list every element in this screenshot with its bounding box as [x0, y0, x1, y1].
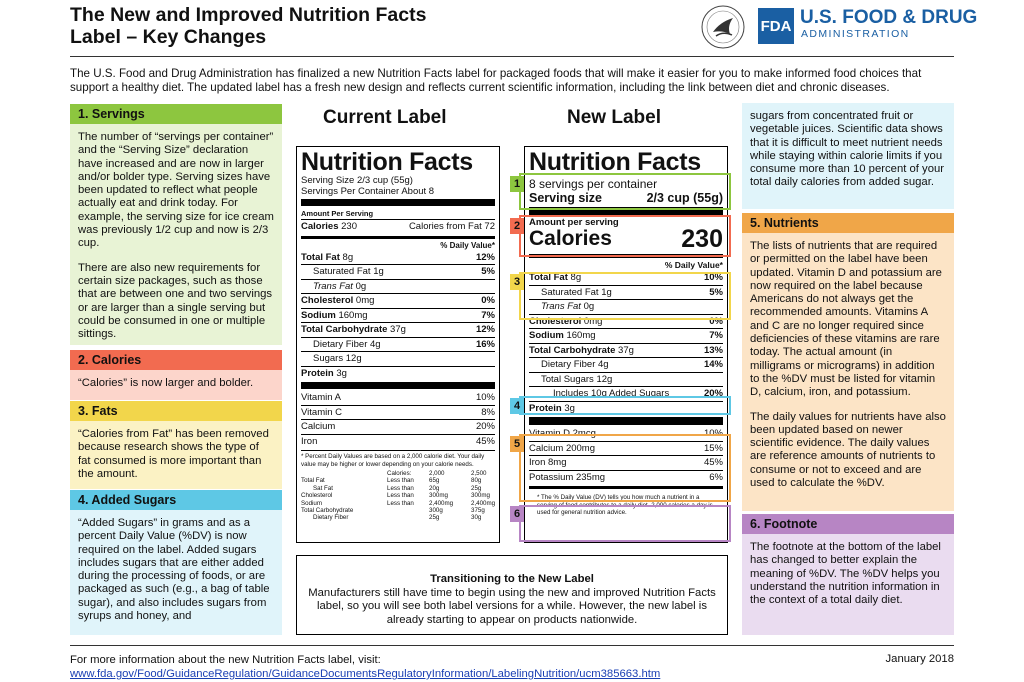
- section-footnote-title: 6. Footnote: [742, 514, 954, 534]
- callout-nutrients: [519, 434, 731, 502]
- new-nutrient-row: Includes 10g Added Sugars 20%: [529, 386, 723, 401]
- footnote-table-cell: Sat Fat: [313, 484, 333, 492]
- footnote-table-cell: Less than: [387, 477, 414, 485]
- current-vitamin-row: Vitamin A 10%: [301, 392, 495, 403]
- footnote-table-cell: 300mg: [429, 492, 448, 500]
- page-title: The New and Improved Nutrition Facts Label – Key Changes: [70, 4, 427, 48]
- fda-logo: FDA: [758, 8, 794, 44]
- intro-text: The U.S. Food and Drug Administration has finalized a new Nutrition Facts label for packaged foods that will make it easier for you to make informed food choices that support a healthy diet. The updated label has a fresh new design and reflects current scientific information, including the link between diet and chronic diseases.: [70, 67, 922, 94]
- footer-rule: [70, 645, 954, 646]
- new-nutrient-row: Protein 3g: [529, 401, 723, 416]
- footnote-table-cell: 300mg: [471, 492, 490, 500]
- new-nutrition-label: Nutrition Facts 8 servings per container Serving size 2/3 cup (55g) Amount per serving Calories 230 % Daily Value* Total Fat 8g 10% Saturated Fat 1g 5% Trans Fat 0g Cholesterol 0mg 0% Sodium 160mg 7% Total Carbohydrate 37g 13% Dietary Fiber 4g 14% Total Sugars 12g Includes 10g Added Sugars 20% Protein 3g Vitamin D 2mcg 10% Calcium 200mg 15% Iron 8mg 45% Potassium 235mg 6% * The % Daily Value (DV) tells you how much a nutrient in a serving of food contributes to a daily diet. 2,000 calories a day is used for general nutrition advice.: [524, 146, 728, 543]
- current-label-heading: Current Label: [323, 107, 447, 128]
- new-vitamin-row: Potassium 235mg 6%: [529, 471, 723, 483]
- current-nutrient-row: Cholesterol 0mg 0%: [301, 295, 495, 306]
- new-calories-label: Calories: [529, 227, 612, 250]
- section-fats-title: 3. Fats: [70, 401, 282, 421]
- new-label-heading: New Label: [567, 107, 661, 128]
- footer-text: For more information about the new Nutrition Facts label, visit:: [70, 654, 381, 666]
- footnote-table-cell: [387, 507, 429, 514]
- footnote-table-cell: 2,000: [429, 470, 445, 477]
- footnote-table-cell: 2,400mg: [471, 499, 496, 507]
- current-servings-per: Servings Per Container About 8: [301, 186, 435, 197]
- footnote-table-cell: [387, 514, 429, 521]
- callout-number-3: 3: [510, 274, 524, 290]
- section-nutrients-title: 5. Nutrients: [742, 213, 954, 233]
- current-nutrient-row: Saturated Fat 1g 5%: [301, 264, 495, 279]
- transition-body: Manufacturers still have time to begin using the new and improved Nutrition Facts label, so you will see both label versions for a while. However, the new label is already starting to appear on products nationwide.: [308, 586, 716, 626]
- section-fats-body: “Calories from Fat” has been removed because research shows the type of fat consumed is more important than the amount.: [70, 421, 282, 489]
- new-nutrient-row: Sodium 160mg 7%: [529, 330, 723, 341]
- footnote-table-cell: Cholesterol: [301, 492, 333, 500]
- callout-servings: [519, 173, 731, 210]
- callout-number-1: 1: [510, 176, 524, 192]
- footnote-table-cell: 25g: [471, 484, 482, 492]
- footnote-table-cell: 30g: [471, 514, 482, 522]
- current-nutrient-row: Sodium 160mg 7%: [301, 309, 495, 321]
- callout-number-5: 5: [510, 436, 524, 452]
- footnote-table-cell: Less than: [387, 492, 414, 500]
- current-nutrient-row: Trans Fat 0g: [301, 279, 495, 294]
- footnote-table-cell: Total Carbohydrate: [301, 507, 354, 515]
- transition-box: [296, 555, 728, 635]
- footnote-table-cell: Less than: [387, 484, 414, 492]
- current-dv-head: % Daily Value*: [440, 240, 495, 250]
- current-nutrient-row: Dietary Fiber 4g 16%: [301, 337, 495, 352]
- new-vitamin-row: Calcium 200mg 15%: [529, 442, 723, 454]
- current-nutrition-label: Nutrition Facts Serving Size 2/3 cup (55g) Servings Per Container About 8 Amount Per Serving Calories 230 Calories from Fat 72 % Daily Value* Total Fat 8g 12% Saturated Fat 1g 5% Trans Fat 0g Cholesterol 0mg 0% Sodium 160mg 7% Total Carbohydrate 37g 12% Dietary Fiber 4g 16% Sugars 12g Protein 3g Vitamin A 10% Vitamin C 8% Calcium 20% Iron 45% * Percent Daily Values are based on a 2,000 calorie diet. Your daily value may be higher or lower depending on your calorie needs. Calories: 2,000 2,500 Total Fat Less than 65g 80g Sat Fat Less than 20g 25g Cholesterol Less than 300mg 300mg Sodium Less than 2,400mg 2,400mg Total Carbohydrate 300g 375g Dietary Fiber 25g 30g: [296, 146, 500, 543]
- section-sugars-continued: sugars from concentrated fruit or vegetable juices. Scientific data shows that it is difficult to meet nutrient needs while staying within calorie limits if you consume more than 10 percent of your total daily calories from added sugar.: [742, 103, 954, 209]
- current-vitamin-row: Calcium 20%: [301, 421, 495, 432]
- current-footnote: * Percent Daily Values are based on a 2,000 calorie diet. Your daily value may be higher or lower depending on your calorie needs.: [301, 453, 485, 468]
- current-nutrient-row: Protein 3g: [301, 366, 495, 381]
- footnote-table-cell: 300g: [429, 507, 443, 515]
- current-nutrient-row: Sugars 12g: [301, 351, 495, 366]
- current-serving-size: Serving Size 2/3 cup (55g): [301, 175, 413, 186]
- current-nf-title: Nutrition Facts: [301, 148, 473, 176]
- current-vitamin-row: Iron 45%: [301, 435, 495, 447]
- footnote-table-cell: 65g: [429, 477, 440, 485]
- new-footnote: * The % Daily Value (DV) tells you how much a nutrient in a serving of food contributes to a daily diet. 2,000 calories a day is used for general nutrition advice.: [537, 494, 713, 516]
- new-nutrient-row: Trans Fat 0g: [529, 299, 723, 314]
- new-nutrient-row: Dietary Fiber 4g 14%: [529, 357, 723, 372]
- footnote-table-cell: Dietary Fiber: [313, 514, 349, 522]
- callout-number-6: 6: [510, 506, 524, 522]
- section-calories-title: 2. Calories: [70, 350, 282, 370]
- footnote-table-cell: [301, 470, 387, 477]
- header-rule: [70, 56, 954, 57]
- section-sugars-body: “Added Sugars” in grams and as a percent Daily Value (%DV) is now required on the label. Added sugars includes sugars that are either added during the processing of foods, or are packaged as such (e.g., a bag of table sugar), and also includes sugars from syrups and honey, and: [70, 510, 282, 635]
- hhs-seal-icon: [700, 4, 746, 50]
- current-vitamin-row: Vitamin C 8%: [301, 406, 495, 418]
- footer: [70, 653, 660, 681]
- footnote-table-cell: 80g: [471, 477, 482, 485]
- callout-fats: [519, 272, 731, 320]
- new-servings: 8 servings per container: [529, 177, 658, 191]
- footnote-table-cell: Less than: [387, 499, 414, 507]
- fda-subtitle: ADMINISTRATION: [801, 28, 910, 40]
- new-nutrient-row: Cholesterol 0mg 0%: [529, 315, 723, 327]
- footer-link[interactable]: www.fda.gov/Food/GuidanceRegulation/GuidanceDocumentsRegulatoryInformation/LabelingNutrition/ucm385663.htm: [70, 668, 661, 680]
- current-amount: Amount Per Serving: [301, 209, 374, 218]
- footnote-table-cell: 375g: [471, 507, 485, 515]
- new-calories-value: 230: [681, 225, 723, 253]
- new-nutrient-row: Saturated Fat 1g 5%: [529, 285, 723, 300]
- footnote-table-cell: Total Fat: [301, 477, 325, 485]
- footnote-table-cell: 20g: [429, 484, 440, 492]
- callout-sugars: [519, 396, 731, 415]
- callout-number-4: 4: [510, 398, 524, 414]
- new-vitamin-row: Vitamin D 2mcg 10%: [529, 428, 723, 439]
- section-sugars-title: 4. Added Sugars: [70, 490, 282, 510]
- footer-date: January 2018: [885, 653, 954, 665]
- footnote-table-cell: 2,500: [471, 470, 487, 477]
- footnote-table-cell: 2,400mg: [429, 499, 454, 507]
- section-servings-title: 1. Servings: [70, 104, 282, 124]
- section-servings-body: The number of “servings per container” and the “Serving Size” declaration have increased and are now in larger and/or bolder type. Serving sizes have been updated to reflect what people actually eat and drink today. For example, the serving size for ice cream was previously 1/2 cup and now is 2/3 cup. There are also new requirements for certain size packages, such as those that are between one and two servings or are larger than a single serving but could be consumed in one or multiple sittings.: [70, 124, 282, 345]
- new-nf-title: Nutrition Facts: [529, 148, 701, 176]
- new-vitamin-row: Iron 8mg 45%: [529, 457, 723, 468]
- footnote-table-cell: 25g: [429, 514, 440, 522]
- callout-number-2: 2: [510, 218, 524, 234]
- section-nutrients-body: The lists of nutrients that are required or permitted on the label have been updated. Vitamin D and potassium are now required on the label because Americans do not always get the recommended amounts. Vitamins A and C are no longer required since deficiencies of these vitamins are rare today. The actual amount (in milligrams or micrograms) in addition to the %DV must be listed for vitamin D, calcium, iron, and potassium. The daily values for nutrients have also been updated based on newer scientific evidence. The daily values are reference amounts of nutrients to consume or not to exceed and are used to calculate the %DV.: [742, 233, 954, 511]
- footnote-table-cell: Sodium: [301, 499, 322, 507]
- transition-title: Transitioning to the New Label: [430, 573, 594, 585]
- callout-calories: [519, 215, 731, 257]
- current-nutrient-row: Total Fat 8g 12%: [301, 251, 495, 263]
- new-nutrient-row: Total Fat 8g 10%: [529, 272, 723, 283]
- fda-name: U.S. FOOD & DRUG: [800, 7, 978, 28]
- footnote-table-cell: Calories:: [387, 470, 412, 477]
- new-nutrient-row: Total Carbohydrate 37g 13%: [529, 344, 723, 356]
- new-nutrient-row: Total Sugars 12g: [529, 372, 723, 387]
- current-cal-fat: Calories from Fat 72: [408, 221, 495, 232]
- current-nutrient-row: Total Carbohydrate 37g 12%: [301, 324, 495, 335]
- section-footnote-body: The footnote at the bottom of the label has changed to better explain the meaning of %DV. The %DV helps you understand the nutrition information in the context of a total daily diet.: [742, 534, 954, 635]
- section-calories-body: “Calories” is now larger and bolder.: [70, 370, 282, 400]
- callout-footnote: [519, 505, 731, 542]
